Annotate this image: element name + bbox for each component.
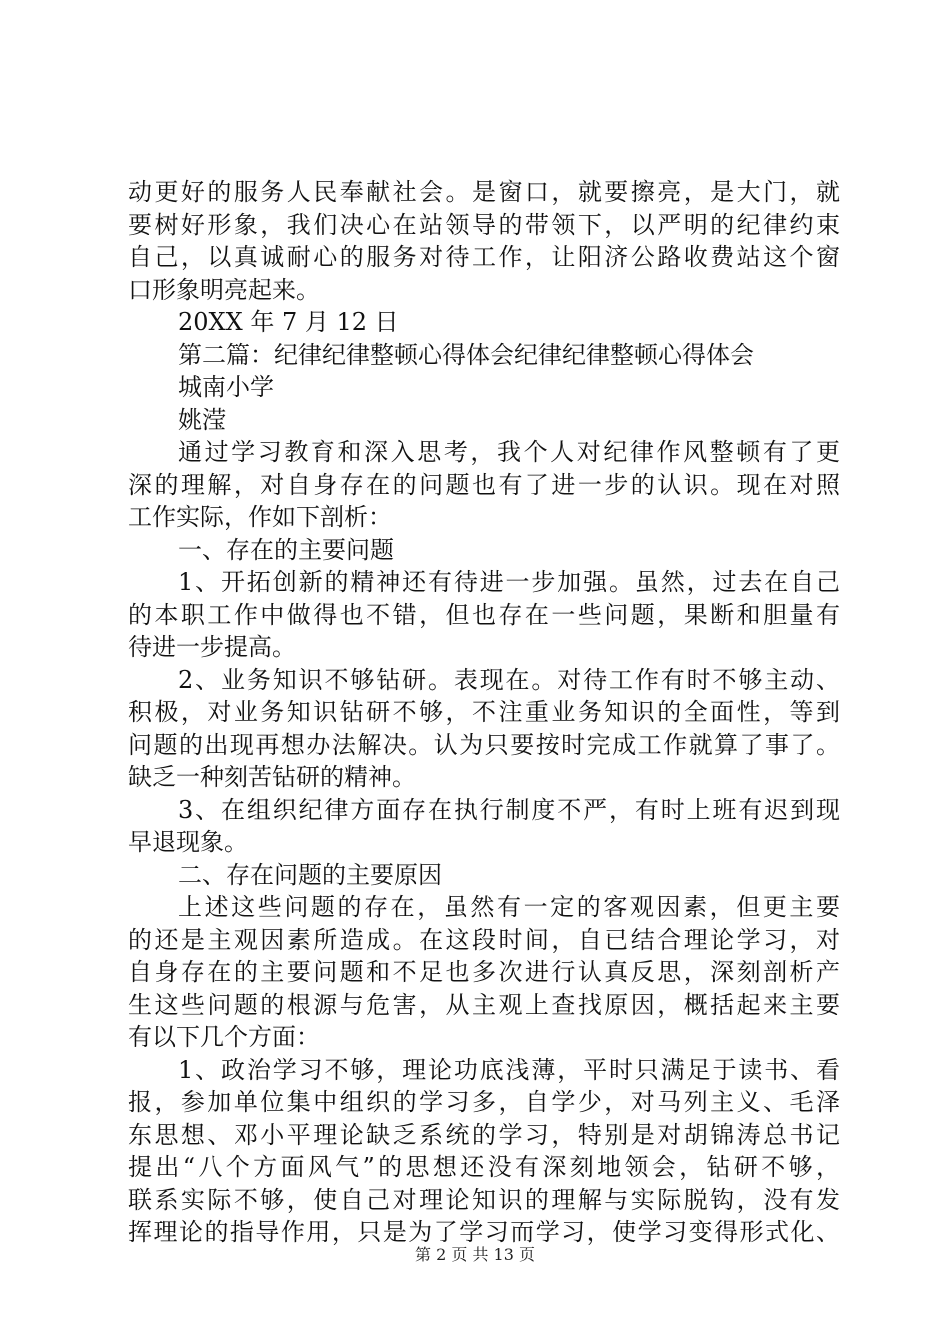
text-line: 要树好形象，我们决心在站领导的带领下，以严明的纪律约束 (128, 210, 840, 239)
text-line: 城南小学 (178, 373, 274, 401)
text-line: 姚滢 (178, 405, 226, 434)
text-line: 口形象明亮起来。 (128, 275, 320, 304)
text-line: 1、开拓创新的精神还有待进一步加强。虽然，过去在自己 (178, 568, 840, 596)
text-line: 有以下几个方面： (128, 1023, 320, 1051)
document-body (128, 176, 840, 1249)
text-line: 1、政治学习不够，理论功底浅薄，平时只满足于读书、看 (178, 1055, 840, 1084)
text-line: 缺乏一种刻苦钻研的精神。 (128, 763, 416, 791)
text-line: 二、存在问题的主要原因 (178, 860, 442, 889)
text-line: 东思想、邓小平理论缺乏系统的学习，特别是对胡锦涛总书记 (128, 1120, 840, 1149)
text-line: 动更好的服务人民奉献社会。是窗口，就要擦亮，是大门，就 (128, 178, 840, 206)
text-line: 自身存在的主要问题和不足也多次进行认真反思，深刻剖析产 (128, 958, 840, 986)
text-line: 早退现象。 (128, 828, 248, 856)
text-line: 提出“八个方面风气”的思想还没有深刻地领会，钻研不够， (128, 1153, 840, 1181)
text-line: 一、存在的主要问题 (178, 535, 394, 564)
text-line: 的还是主观因素所造成。在这段时间，自已结合理论学习，对 (128, 925, 840, 954)
page-footer: 第 2 页 共 13 页 (415, 1245, 535, 1264)
text-line: 通过学习教育和深入思考，我个人对纪律作风整顿有了更 (178, 438, 840, 466)
text-line: 问题的出现再想办法解决。认为只要按时完成工作就算了事了。 (128, 730, 840, 759)
text-line: 2、业务知识不够钻研。表现在。对待工作有时不够主动、 (178, 665, 840, 694)
text-line: 联系实际不够，使自己对理论知识的理解与实际脱钩，没有发 (128, 1185, 840, 1214)
text-line: 深的理解，对自身存在的问题也有了进一步的认识。现在对照 (128, 470, 840, 499)
text-line: 上述这些问题的存在，虽然有一定的客观因素，但更主要 (178, 893, 840, 921)
text-line: 报，参加单位集中组织的学习多，自学少，对马列主义、毛泽 (128, 1088, 840, 1116)
text-line: 挥理论的指导作用，只是为了学习而学习，使学习变得形式化、 (128, 1218, 840, 1246)
text-line: 第二篇：纪律纪律整顿心得体会纪律纪律整顿心得体会 (178, 340, 754, 369)
text-line: 生这些问题的根源与危害，从主观上查找原因，概括起来主要 (128, 990, 840, 1019)
text-line: 工作实际，作如下剖析： (128, 503, 392, 531)
text-line: 的本职工作中做得也不错，但也存在一些问题，果断和胆量有 (128, 600, 840, 629)
text-line: 积极，对业务知识钻研不够，不注重业务知识的全面性，等到 (128, 698, 840, 726)
text-line: 待进一步提高。 (128, 633, 296, 661)
text-line: 3、在组织纪律方面存在执行制度不严，有时上班有迟到现 (178, 795, 840, 824)
text-line: 20XX 年 7 月 12 日 (178, 308, 399, 336)
text-line: 自己，以真诚耐心的服务对待工作，让阳济公路收费站这个窗 (128, 243, 840, 271)
